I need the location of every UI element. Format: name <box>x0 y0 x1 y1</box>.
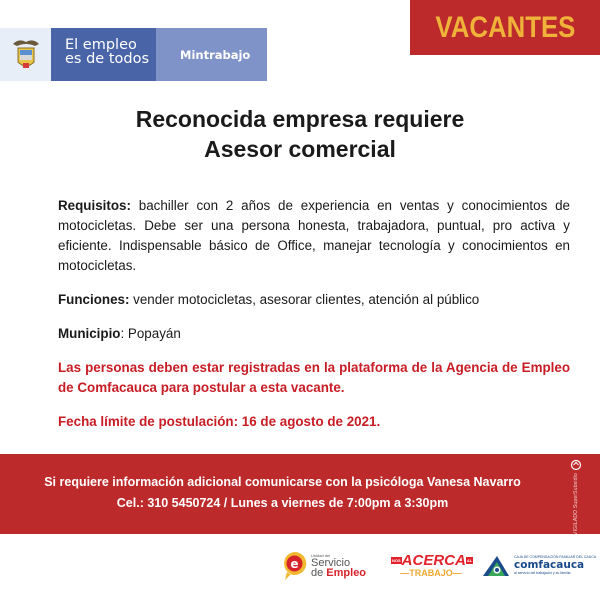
vigilado-supersubsidio <box>570 458 582 535</box>
funciones-text: vender motocicletas, asesorar clientes, atención al público <box>129 292 480 307</box>
comf-small: CAJA DE COMPENSACIÓN FAMILIAR DEL CAUCA <box>514 555 597 559</box>
job-title <box>0 104 600 164</box>
title-line-2: Asesor comercial <box>204 136 396 162</box>
application-deadline: Fecha límite de postulación: 16 de agosto de 2021. <box>58 414 381 429</box>
contact-line-1: Si requiere información adicional comunicarse con la psicóloga Vanesa Navarro <box>44 475 521 489</box>
svg-text:e: e <box>290 556 299 571</box>
comfacauca-triangle-icon <box>481 554 511 578</box>
municipio-paragraph <box>58 324 570 344</box>
colombia-coat-of-arms-icon <box>0 28 51 81</box>
title-line-1: Reconocida empresa requiere <box>135 106 465 132</box>
supersubsidio-icon <box>570 459 582 471</box>
requisitos-paragraph <box>58 196 570 276</box>
municipio-label: Municipio <box>58 326 121 341</box>
acerca-nos: NOS <box>392 558 401 564</box>
contact-line-2: Cel.: 310 5450724 / Lunes a viernes de 7:00pm a 3:30pm <box>116 496 449 510</box>
comf-tagline: al servicio del trabajador y su familia <box>514 571 571 575</box>
job-details <box>58 196 570 446</box>
comf-name: comfacauca <box>514 559 585 571</box>
requisitos-label: Requisitos: <box>58 198 131 213</box>
servicio-empleo: Empleo <box>326 567 367 579</box>
registration-notice: Las personas deben estar registradas en la plataforma de la Agencia de Empleo de Comfacauca para postular a esta vacante. <box>58 360 570 395</box>
servicio-line1: Servicio <box>311 557 351 569</box>
requisitos-text: bachiller con 2 años de experiencia en ventas y conocimientos de motocicletas. Debe ser una persona honesta, trabajadora, puntual, pro activa y eficiente. Indispensable básico de Office, manejar tecnología y conocimientos en motocicletas. <box>58 198 570 273</box>
vacantes-banner <box>410 0 600 55</box>
slogan-line-2: es de todos <box>65 51 150 67</box>
banner-text: VACANTES <box>434 10 575 44</box>
servicio-small: Unidad del <box>311 553 331 558</box>
servicio-empleo-e-icon <box>282 551 307 581</box>
funciones-label: Funciones: <box>58 292 130 307</box>
contact-band <box>0 454 600 534</box>
government-header <box>0 28 267 81</box>
acerca-al: AL <box>466 558 473 564</box>
gov-slogan <box>51 28 156 81</box>
servicio-de-empleo-logo <box>282 551 387 581</box>
vigilado-text: VIGILADO SuperSubsidio <box>573 473 579 535</box>
comfacauca-logo <box>481 554 596 578</box>
funciones-paragraph <box>58 290 570 310</box>
slogan-line-1: El empleo <box>65 37 137 53</box>
ministry-label: Mintrabajo <box>156 28 267 81</box>
partner-logos <box>282 543 596 588</box>
servicio-de: de <box>311 567 327 579</box>
nos-acerca-al-trabajo-logo <box>391 553 471 579</box>
acerca-main: ACERCA <box>401 551 466 569</box>
municipio-text: : Popayán <box>120 326 181 341</box>
acerca-trabajo: —TRABAJO— <box>400 568 462 579</box>
